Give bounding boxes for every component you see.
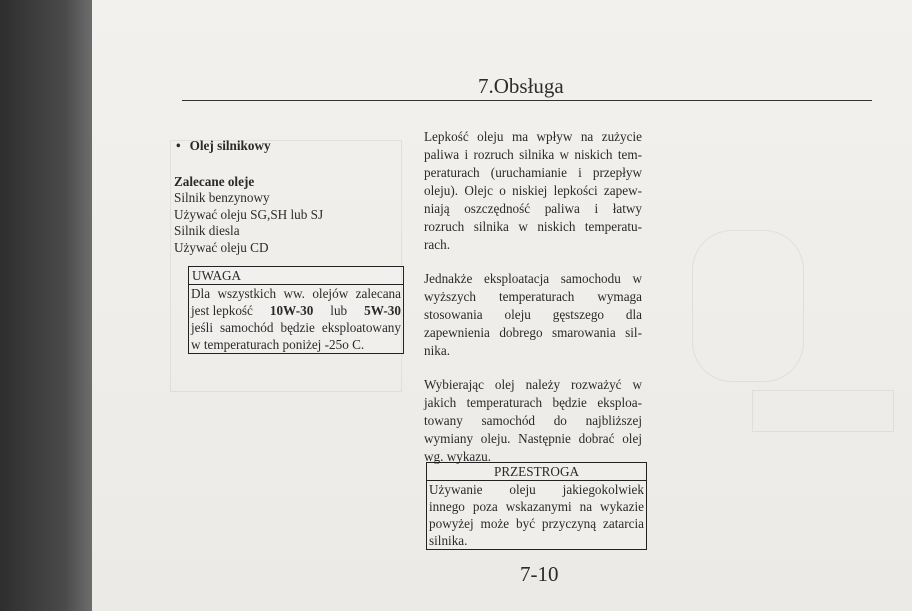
text-line: rozruch silnika w niskich temperatu- [424,219,642,234]
viscosity-grade: 5W-30 [364,303,401,318]
uwaga-text: jest lepkość [191,303,253,318]
right-column [424,128,642,482]
subheading: Zalecane oleje [174,173,255,189]
text-line: powyżej może być przyczyną zatarcia [429,516,644,531]
text-line: nika. [424,343,451,358]
text-line: zapewnienia dobrego smarowania sil- [424,325,642,340]
bleed-through-figure [692,230,804,382]
uwaga-body [189,285,403,353]
bullet-icon: • [176,138,181,153]
text-line: Wybierając olej należy rozważyć w [424,377,642,392]
bleed-through-figure-base [752,390,894,432]
przestroga-body [427,481,646,549]
oil-line: Silnik diesla [174,223,240,239]
section-heading [176,138,404,155]
left-column [174,138,404,257]
oil-line: Używać oleju SG,SH lub SJ [174,206,324,222]
text-line: silnika. [429,533,468,548]
uwaga-line [191,302,401,319]
text-line: jakich temperaturach będzie eksploa- [424,395,642,410]
text-line: paliwa i rozruch silnika w niskich tem- [424,147,642,162]
text-line: Jednakże eksploatacja samochodu w [424,271,642,286]
text-line: oleju). Olejc o niskiej lepkości zapew- [424,183,642,198]
przestroga-title: PRZESTROGA [427,463,646,481]
page-number: 7-10 [520,562,559,586]
paragraph-selection [424,376,642,466]
paragraph-viscosity [424,128,642,254]
text-line: Lepkość oleju ma wpływ na zużycie [424,129,642,144]
heading-text: Olej silnikowy [189,138,271,153]
text-line: peraturach (uruchamianie i przepływ [424,165,642,180]
uwaga-line: w temperaturach poniżej -25o C. [191,337,365,352]
viscosity-grade: 10W-30 [269,303,314,318]
text-line: towany samochód do najbliższej [424,413,642,428]
uwaga-line: jeśli samochód będzie eksploatowany [191,320,401,335]
text-line: niają oszczędność paliwa i łatwy [424,201,642,216]
oil-line: Silnik benzynowy [174,190,270,206]
text-line: stosowania oleju gęstszego dla [424,307,642,322]
oil-line: Używać oleju CD [174,239,269,255]
text-line: wymiany oleju. Następnie dobrać olej [424,431,642,446]
header-rule [182,100,872,101]
uwaga-line: Dla wszystkich ww. olejów zalecana [191,286,401,301]
uwaga-text: lub [330,303,348,318]
text-line: wg. wykazu. [424,449,492,464]
text-line: Używanie oleju jakiegokolwiek [429,482,644,497]
text-line: innego poza wskazanymi na wykazie [429,499,644,514]
uwaga-box [188,266,404,354]
przestroga-box [426,462,647,550]
section-title: 7.Obsługa [478,74,564,98]
uwaga-title: UWAGA [189,267,403,285]
text-line: wyższych temperaturach wymaga [424,289,642,304]
text-line: rach. [424,237,450,252]
scan-binding-edge [0,0,92,611]
paragraph-high-temp [424,270,642,360]
